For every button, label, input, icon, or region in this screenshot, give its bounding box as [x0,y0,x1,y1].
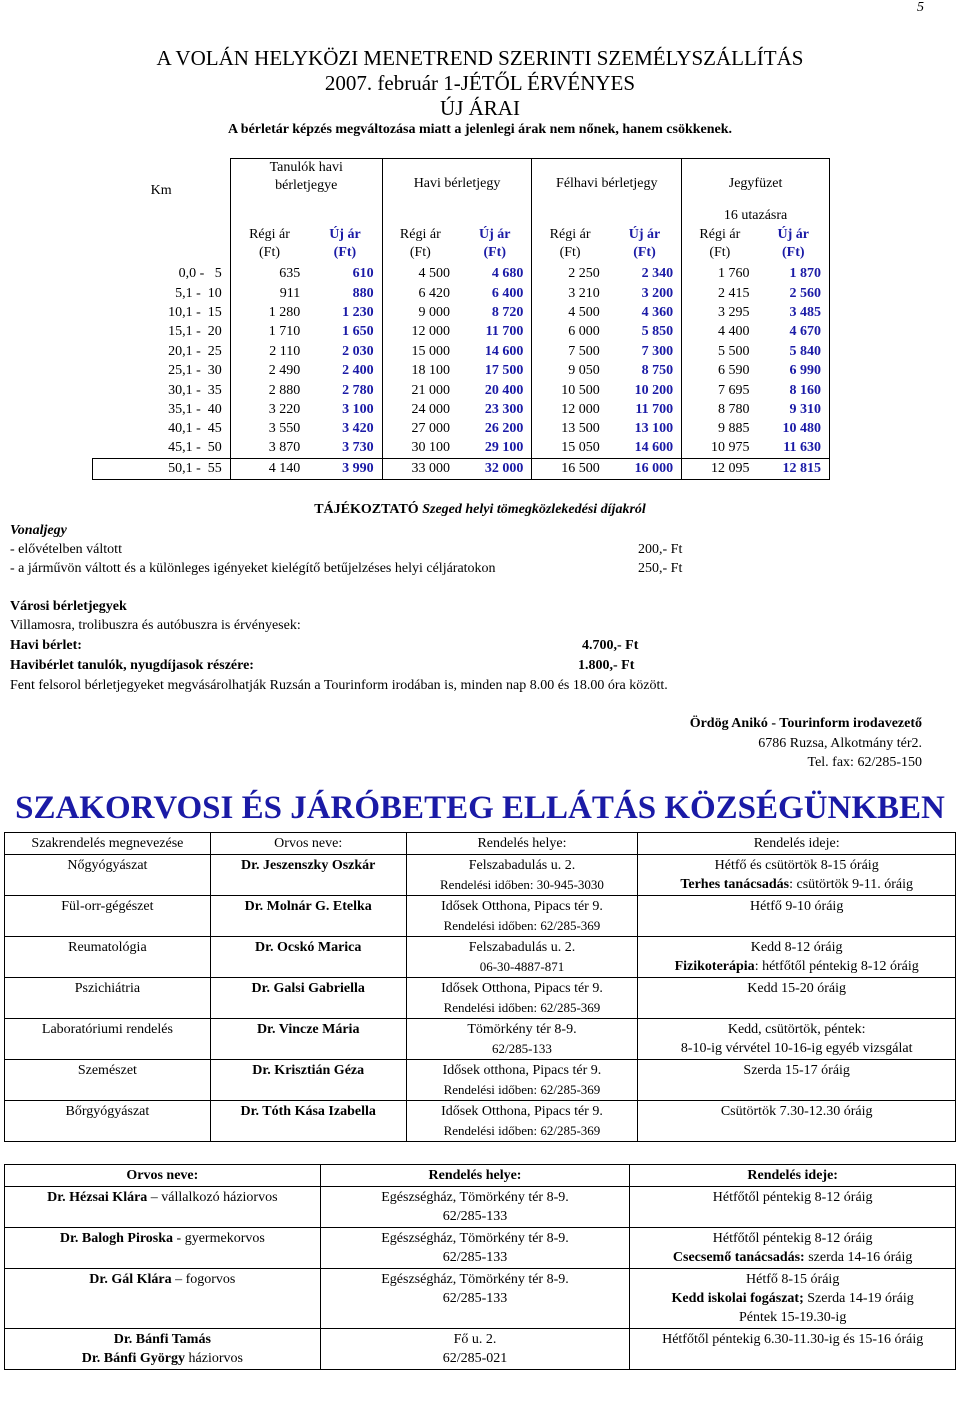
szak-time [638,1101,956,1142]
new-price-cell: 4 360 [641,304,674,320]
sign-name: Ördög Anikó - Tourinform irodavezető [689,716,922,731]
new-price-cell: 14 600 [484,343,524,359]
tanulo-label: Havibérlet tanulók, nyugdíjasok részére: [10,658,254,673]
new-price-label: Új ár [777,226,810,242]
szak-place-1: Idősek Otthona, Pipacs tér 9. [441,899,603,914]
szak-place-2: Rendelési időben: 62/285-369 [443,1000,601,1015]
subheader-cell [532,223,608,265]
haz-doctor-role: – vállalkozó háziorvos [147,1190,278,1205]
old-price-cell: 1 710 [230,323,308,342]
new-price-cell: 6 400 [491,285,524,301]
szak-time-1: Kedd 15-20 óráig [747,981,847,996]
old-price-cell: 10 975 [682,439,758,458]
szak-place-2: Rendelési időben: 62/285-369 [443,1123,601,1138]
vonaljegy-line-2: - a járművön váltott és a különleges igényeket kielégítő betűjelzéses helyi céljáratokon [10,561,496,576]
haz-row [5,1329,956,1370]
old-price-cell: 2 110 [230,342,308,361]
old-price-cell: 3 870 [230,439,308,458]
old-price-cell: 18 100 [382,361,458,380]
new-price-cell: 2 400 [342,363,374,379]
szak-doctor: Dr. Vincze Mária [210,1019,406,1060]
new-price-label: Új ár [329,226,361,242]
old-price-cell: 4 500 [532,303,608,322]
haz-row [5,1228,956,1269]
szak-time [638,896,956,937]
old-price-cell: 2 490 [230,361,308,380]
price-row [93,265,830,284]
km-cell: 50,1 - 55 [93,458,231,479]
szak-place [406,1101,638,1142]
haz-time-1: Hétfőtől péntekig 6.30-11.30-ig és 15-16 óráig [662,1332,924,1347]
new-price-cell: 8 750 [641,363,674,379]
szak-header-2: Rendelés helye: [406,833,638,855]
haz-table [4,1164,956,1370]
haz-doctor-name: Dr. Bánfi Tamás [113,1332,211,1347]
new-price-label: Új ár [478,226,511,242]
old-price-cell: 30 100 [382,439,458,458]
haz-time-2 [633,1289,952,1308]
haz-header-1: Rendelés helye: [320,1165,630,1187]
haz-doctor-line-1 [8,1330,317,1349]
szak-name: Pszichiátria [5,978,211,1019]
haz-row [5,1187,956,1228]
header-line-1: A VOLÁN HELYKÖZI MENETREND SZERINTI SZEMÉLYSZÁLLÍTÁS [156,46,804,70]
header-tanulo: Tanulók havi bérletjegye [230,159,382,209]
new-price-cell: 3 730 [342,440,374,456]
price-row [93,381,830,400]
header-jegyfuzet: Jegyfüzet [682,159,830,209]
old-price-cell: 13 500 [532,420,608,439]
old-price-cell: 10 500 [532,381,608,400]
old-price-cell: 7 695 [682,381,758,400]
szak-place [406,855,638,896]
new-price-cell: 6 990 [758,361,830,380]
km-cell: 25,1 - 30 [168,363,222,379]
szak-row [5,1060,956,1101]
new-price-cell: 1 870 [758,265,830,284]
price-row [93,400,830,419]
new-price-cell: 12 815 [758,458,830,479]
price-row [93,439,830,458]
szak-row [5,896,956,937]
new-price-cell: 26 200 [484,421,524,437]
szak-time-1: Csütörtök 7.30-12.30 óráig [720,1104,873,1119]
szak-place-1: Idősek Otthona, Pipacs tér 9. [441,1104,603,1119]
szak-time [638,937,956,978]
new-price-cell: 9 310 [758,400,830,419]
haz-place [320,1228,630,1269]
haz-place [320,1187,630,1228]
szak-time-2-bold: Terhes tanácsadás [680,877,790,892]
szak-place-1: Idősek otthona, Pipacs tér 9. [442,1063,602,1078]
szak-row [5,855,956,896]
old-price-cell: 16 500 [532,458,608,479]
new-price-cell: 2 030 [342,343,374,359]
szak-place-1: Idősek Otthona, Pipacs tér 9. [441,981,603,996]
old-price-label: Régi ár [399,226,441,242]
szak-time [638,1019,956,1060]
vonaljegy-price-1: 200,- Ft [638,542,683,557]
old-price-cell: 1 280 [230,303,308,322]
szak-name: Nőgyógyászat [5,855,211,896]
old-price-cell: 24 000 [382,400,458,419]
old-price-cell: 9 885 [682,420,758,439]
szak-doctor: Dr. Krisztián Géza [210,1060,406,1101]
subheader-cell [458,223,532,265]
old-price-cell: 635 [230,265,308,284]
old-price-cell: 3 295 [682,303,758,322]
subheader-cell [230,223,308,265]
haz-doctor-line-2 [8,1349,317,1368]
haz-doctor [5,1329,321,1370]
old-price-cell: 6 590 [682,361,758,380]
old-price-cell: 6 420 [382,284,458,303]
header-felhavi: Félhavi bérletjegy [532,159,682,209]
szak-time-2-bold: Fizikoterápia [674,959,755,974]
old-price-cell: 2 880 [230,381,308,400]
subheader-cell [758,223,830,265]
haz-place-2: 62/285-133 [442,1209,508,1224]
szak-time-1: Hétfő 9-10 óráig [750,899,844,914]
haz-doctor [5,1228,321,1269]
new-price-cell: 3 485 [758,303,830,322]
old-price-cell: 1 760 [682,265,758,284]
szak-time-1: Kedd, csütörtök, péntek: [727,1022,866,1037]
subheader-cell [608,223,682,265]
info-note: Fent felsorol bérletjegyeket megvásárolhatják Ruzsán a Tourinform irodában is, minden nap 8.00 és 18.00 óra között. [10,678,668,693]
haz-place-1: Egészségház, Tömörkény tér 8-9. [381,1231,569,1246]
haz-doctor-name: Dr. Gál Klára [89,1272,172,1287]
szak-row [5,1101,956,1142]
haz-doctor-role: - gyermekorvos [173,1231,265,1246]
new-price-cell: 10 200 [634,382,674,398]
haz-place-1: Egészségház, Tömörkény tér 8-9. [381,1272,569,1287]
varosi-label: Városi bérletjegyek [10,599,127,614]
old-price-cell: 4 140 [230,458,308,479]
new-price-cell: 11 700 [485,324,524,340]
old-price-cell: 3 550 [230,420,308,439]
haz-doctor-line-1 [8,1229,317,1248]
szak-place [406,1019,638,1060]
new-price-cell: 1 230 [342,304,374,320]
szak-place-2: 06-30-4887-871 [479,959,565,974]
szak-doctor: Dr. Jeszenszky Oszkár [210,855,406,896]
szak-header-3: Rendelés ideje: [638,833,956,855]
unit-label: (Ft) [633,244,656,260]
haz-header-2: Rendelés ideje: [630,1165,956,1187]
szak-doctor: Dr. Ocskó Marica [210,937,406,978]
haz-time-2-bold: Kedd iskolai fogászat; [671,1291,804,1306]
haz-time-2-rest: Szerda 14-19 óráig [803,1291,914,1306]
new-price-cell: 8 720 [491,304,524,320]
new-price-cell: 23 300 [484,401,524,417]
szak-place-2: Rendelési időben: 62/285-369 [443,1082,601,1097]
haz-doctor [5,1269,321,1329]
haz-time [630,1329,956,1370]
haz-place-1: Egészségház, Tömörkény tér 8-9. [381,1190,569,1205]
new-price-cell: 3 990 [308,458,382,479]
szak-doctor: Dr. Galsi Gabriella [210,978,406,1019]
old-price-cell: 2 415 [682,284,758,303]
szak-row [5,1019,956,1060]
new-price-cell: 2 560 [758,284,830,303]
szak-name: Fül-orr-gégészet [5,896,211,937]
tanulo-price: 1.800,- Ft [578,658,635,673]
szak-doctor: Dr. Tóth Kása Izabella [210,1101,406,1142]
sign-tel: Tel. fax: 62/285-150 [807,755,922,770]
page-number: 5 [917,0,924,15]
haz-doctor-line-1 [8,1270,317,1289]
old-price-cell: 911 [230,284,308,303]
szak-place-1: Tömörkény tér 8-9. [467,1022,577,1037]
km-cell: 20,1 - 25 [168,343,222,359]
old-price-cell: 15 050 [532,439,608,458]
info-title [0,500,960,519]
szak-place [406,937,638,978]
haz-doctor-name: Dr. Hézsai Klára [47,1190,148,1205]
haz-time [630,1269,956,1329]
old-price-cell: 27 000 [382,420,458,439]
haz-doctor-name: Dr. Balogh Piroska [59,1231,174,1246]
km-cell: 15,1 - 20 [168,324,222,340]
sign-addr: 6786 Ruzsa, Alkotmány tér2. [758,736,922,751]
new-price-cell: 880 [352,285,374,301]
unit-label: (Ft) [259,244,280,260]
old-price-cell: 12 095 [682,458,758,479]
haz-place-2: 62/285-021 [442,1351,508,1366]
new-price-cell: 10 480 [758,420,830,439]
old-price-label: Régi ár [549,226,591,242]
subheader-cell [682,223,758,265]
haz-doctor-role-2: háziorvos [185,1351,243,1366]
price-row [93,420,830,439]
szak-row [5,978,956,1019]
szak-name: Reumatológia [5,937,211,978]
haz-time-3: Péntek 15-19.30-ig [739,1310,847,1325]
new-price-cell: 8 160 [758,381,830,400]
old-price-cell: 4 500 [382,265,458,284]
szak-header-1: Orvos neve: [210,833,406,855]
old-price-cell: 3 220 [230,400,308,419]
szak-time [638,855,956,896]
haz-time-2 [633,1248,952,1267]
szak-time-2-rest: 8-10-ig vérvétel 10-16-ig egyéb vizsgálat [680,1041,913,1056]
old-price-cell: 7 500 [532,342,608,361]
haz-time-1: Hétfőtől péntekig 8-12 óráig [712,1190,873,1205]
szak-time-1: Kedd 8-12 óráig [750,940,843,955]
subheader-cell [382,223,458,265]
szak-name: Bőrgyógyászat [5,1101,211,1142]
new-price-cell: 5 850 [641,324,674,340]
old-price-cell: 3 210 [532,284,608,303]
new-price-cell: 13 100 [634,421,674,437]
haz-place [320,1269,630,1329]
new-price-cell: 14 600 [634,440,674,456]
szak-header-0: Szakrendelés megnevezése [5,833,211,855]
szak-place-2: Rendelési időben: 62/285-369 [443,918,601,933]
haz-doctor-line-1 [8,1188,317,1207]
szak-time-2 [641,1039,952,1058]
new-price-cell: 3 100 [342,401,374,417]
km-cell: 0,0 - 5 [178,266,222,282]
haz-time [630,1187,956,1228]
new-price-cell: 5 840 [758,342,830,361]
price-row [93,458,830,479]
new-price-cell: 7 300 [641,343,674,359]
header-line-3: ÚJ ÁRAI [440,96,520,120]
szak-time-1: Szerda 15-17 óráig [743,1063,850,1078]
header-line-4: A bérletár képzés megváltozása miatt a jelenlegi árak nem nőnek, hanem csökkenek. [227,122,733,137]
old-price-label: Régi ár [699,226,741,242]
szak-time [638,1060,956,1101]
szak-name: Szemészet [5,1060,211,1101]
haz-time-2-bold: Csecsemő tanácsadás: [672,1250,805,1265]
new-price-label: Új ár [628,226,661,242]
old-price-cell: 12 000 [382,323,458,342]
haz-doctor-name-2: Dr. Bánfi György [81,1351,186,1366]
new-price-cell: 16 000 [608,458,682,479]
szak-place [406,978,638,1019]
price-table [92,158,830,480]
km-cell: 30,1 - 35 [168,382,222,398]
szak-place [406,1060,638,1101]
vonaljegy-price-2: 250,- Ft [638,561,683,576]
price-row [93,361,830,380]
unit-label: (Ft) [333,244,357,260]
old-price-cell: 15 000 [382,342,458,361]
new-price-cell: 29 100 [484,440,524,456]
unit-label: (Ft) [559,244,581,260]
subheader-cell [308,223,382,265]
km-cell: 40,1 - 45 [168,421,222,437]
new-price-cell: 4 670 [758,323,830,342]
szak-place [406,896,638,937]
szak-time-1: Hétfő és csütörtök 8-15 óráig [714,858,879,873]
szak-name: Laboratóriumi rendelés [5,1019,211,1060]
szak-time-2 [641,875,952,894]
info-title-caps: TÁJÉKOZTATÓ [314,502,419,517]
vonaljegy-label: Vonaljegy [10,523,67,538]
havi-price: 4.700,- Ft [582,638,639,653]
new-price-cell: 20 400 [484,382,524,398]
price-row [93,303,830,322]
new-price-cell: 11 700 [635,401,674,417]
unit-label: (Ft) [781,244,805,260]
havi-label: Havi bérlet: [10,638,82,653]
haz-time-1: Hétfőtől péntekig 8-12 óráig [712,1231,873,1246]
szak-time [638,978,956,1019]
haz-place [320,1329,630,1370]
old-price-cell: 6 000 [532,323,608,342]
vonaljegy-line-1: - elővételben váltott [10,542,122,557]
szak-doctor: Dr. Molnár G. Etelka [210,896,406,937]
unit-label: (Ft) [709,244,731,260]
price-row [93,323,830,342]
header-havi: Havi bérletjegy [382,159,532,209]
old-price-cell: 9 050 [532,361,608,380]
haz-place-1: Fő u. 2. [453,1332,497,1347]
km-cell: 45,1 - 50 [168,440,222,456]
new-price-cell: 2 340 [641,266,674,282]
old-price-cell: 33 000 [382,458,458,479]
new-price-cell: 4 680 [491,266,524,282]
unit-label: (Ft) [409,244,431,260]
old-price-cell: 4 400 [682,323,758,342]
km-cell: 10,1 - 15 [168,304,222,320]
szak-place-2: 62/285-133 [491,1041,552,1056]
old-price-cell: 8 780 [682,400,758,419]
szak-title: SZAKORVOSI ÉS JÁRÓBETEG ELLÁTÁS KÖZSÉGÜNKBEN [15,790,945,826]
varosi-valid: Villamosra, trolibuszra és autóbuszra is érvényesek: [10,618,301,633]
szak-place-1: Felszabadulás u. 2. [468,858,576,873]
new-price-cell: 2 780 [342,382,374,398]
header-km: Km [150,182,172,198]
info-title-rest: Szeged helyi tömegközlekedési díjakról [422,502,646,517]
price-row [93,342,830,361]
szak-place-1: Felszabadulás u. 2. [468,940,576,955]
haz-place-2: 62/285-133 [442,1250,508,1265]
haz-time-1: Hétfő 8-15 óráig [746,1272,840,1287]
header-line-2: 2007. február 1-JÉTŐL ÉRVÉNYES [324,71,636,95]
haz-time [630,1228,956,1269]
new-price-cell: 17 500 [484,363,524,379]
unit-label: (Ft) [483,244,506,260]
old-price-cell: 5 500 [682,342,758,361]
old-price-cell: 2 250 [532,265,608,284]
haz-time-2-rest: szerda 14-16 óráig [804,1250,913,1265]
new-price-cell: 610 [352,266,374,282]
price-row [93,284,830,303]
new-price-cell: 3 200 [641,285,674,301]
old-price-cell: 9 000 [382,303,458,322]
new-price-cell: 32 000 [458,458,532,479]
szak-time-2-rest: : csütörtök 9-11. óráig [789,877,914,892]
new-price-cell: 1 650 [342,324,374,340]
szak-row [5,937,956,978]
new-price-cell: 3 420 [342,421,374,437]
jegyfuzet-sub: 16 utazásra [682,209,830,223]
haz-place-2: 62/285-133 [442,1291,508,1306]
haz-header-0: Orvos neve: [5,1165,321,1187]
szak-time-2 [641,957,952,976]
haz-row [5,1269,956,1329]
new-price-cell: 11 630 [758,439,830,458]
old-price-cell: 21 000 [382,381,458,400]
haz-doctor [5,1187,321,1228]
km-cell: 35,1 - 40 [168,401,222,417]
szak-table [4,832,956,1142]
old-price-label: Régi ár [249,226,290,242]
old-price-cell: 12 000 [532,400,608,419]
szak-time-2-rest: : hétfőtől péntekig 8-12 óráig [754,959,919,974]
szak-place-2: Rendelési időben: 30-945-3030 [440,877,604,892]
haz-doctor-role: – fogorvos [171,1272,236,1287]
km-cell: 5,1 - 10 [175,285,222,301]
